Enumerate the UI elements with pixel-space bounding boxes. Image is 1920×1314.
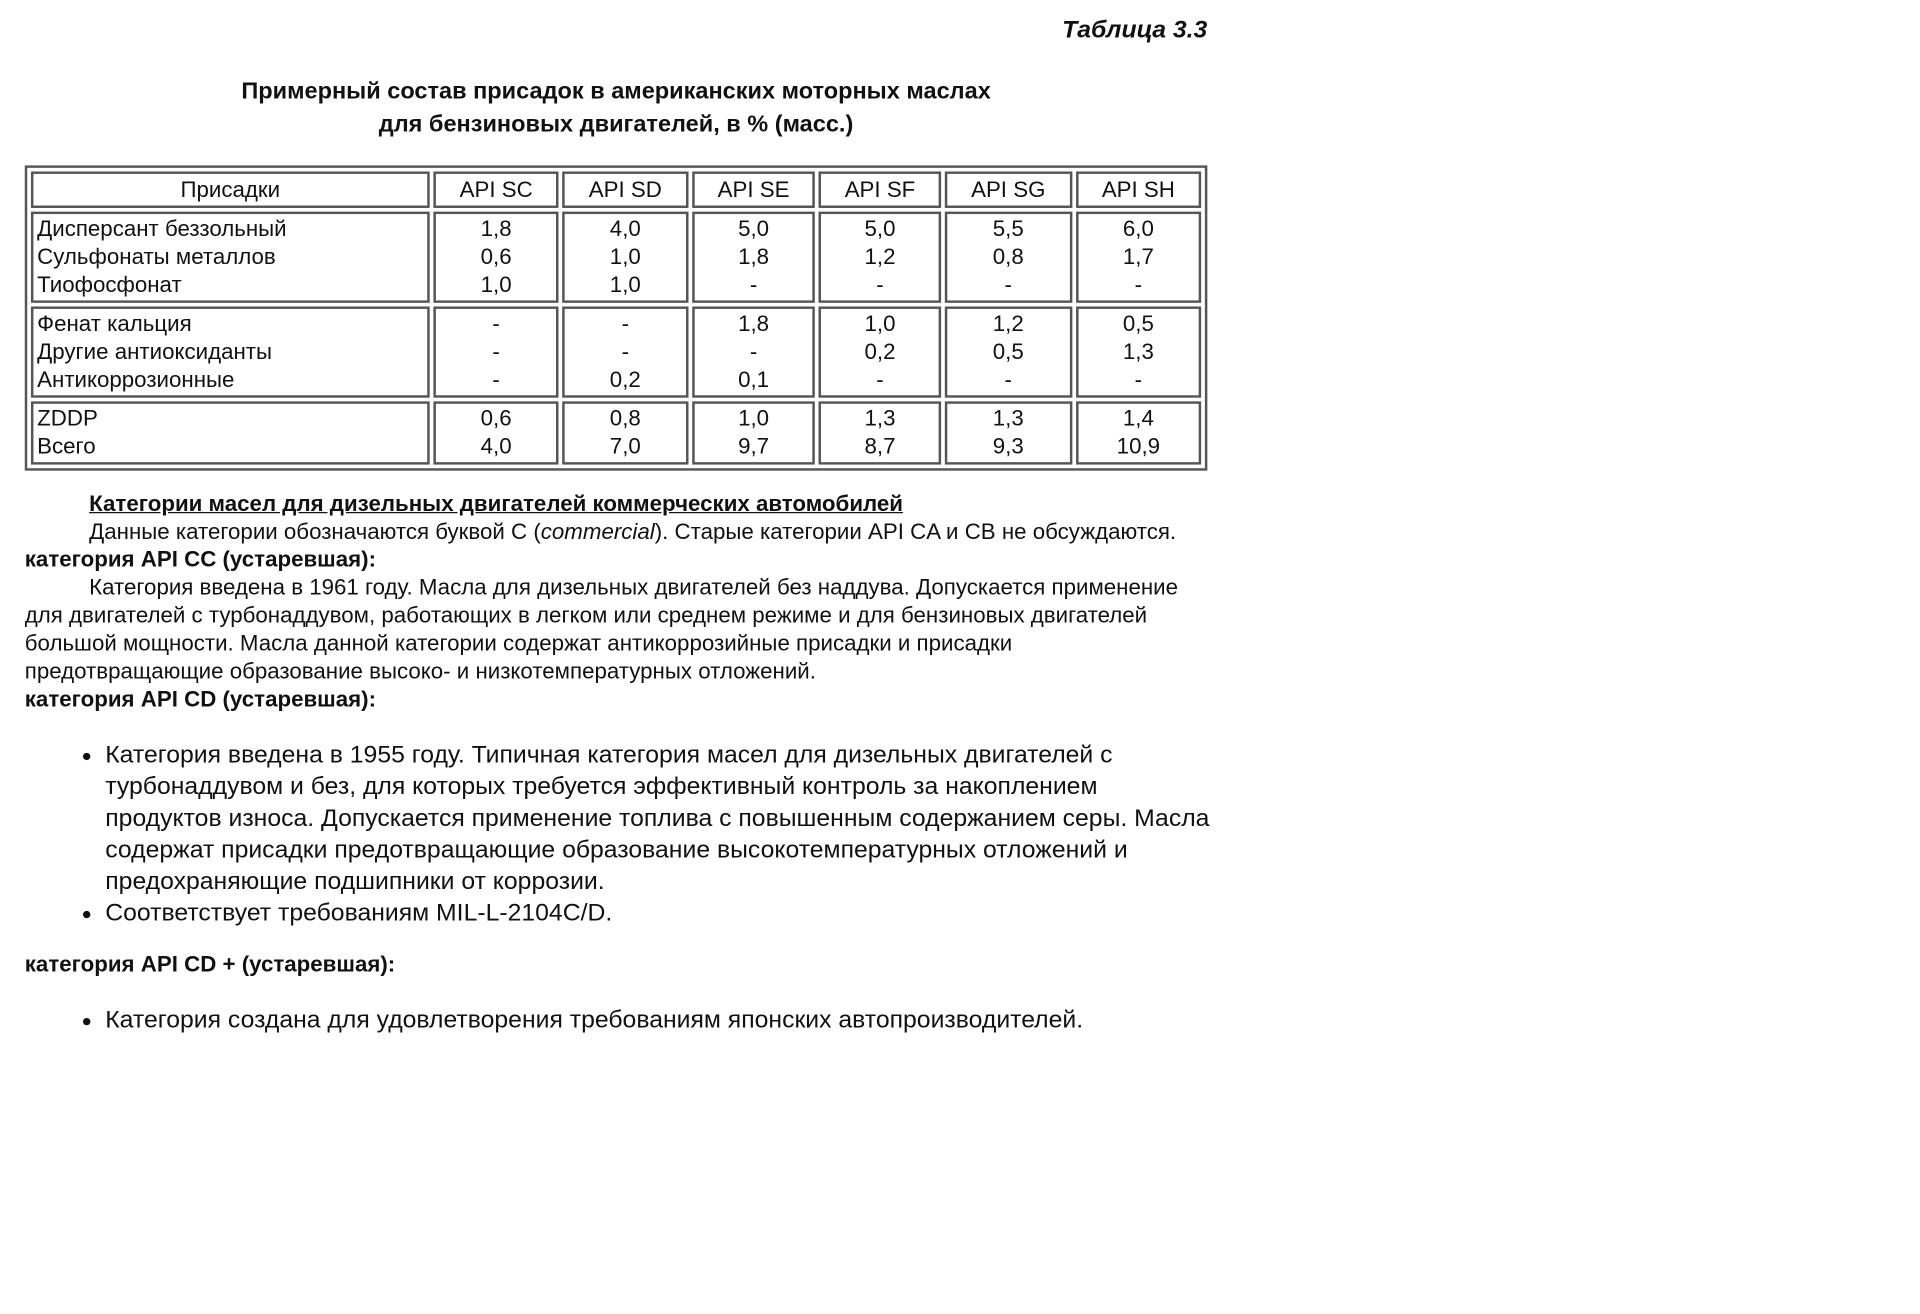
table-value: 1,4 — [1122, 406, 1154, 431]
value-cell-api-sh — [1076, 401, 1202, 464]
list-item: • Категория создана для удовлетворения требованиям японских автопроизводителей. — [105, 1005, 1213, 1037]
value-cell-api-sf — [819, 306, 941, 397]
table-value: - — [621, 339, 630, 364]
table-value: 0,6 — [480, 244, 512, 269]
additive-names-cell — [31, 212, 430, 303]
additive-names-cell — [31, 306, 430, 397]
additive-name: Всего — [37, 434, 96, 459]
table-value: 8,7 — [864, 434, 896, 459]
header-api-se: API SE — [692, 171, 816, 207]
category-heading-api-cd: категория API CD (устаревшая): — [24, 687, 376, 712]
table-value: - — [1004, 367, 1012, 392]
table-value: 0,6 — [480, 406, 512, 431]
section-intro — [25, 518, 1214, 546]
table-value: - — [1004, 272, 1012, 297]
value-cell-api-sg — [945, 212, 1072, 303]
additive-name: Тиофосфонат — [37, 272, 182, 297]
header-api-sd: API SD — [563, 171, 688, 207]
table-value: - — [621, 311, 630, 336]
category-heading-api-cd-plus: категория API CD + (устаревшая): — [24, 952, 396, 977]
list-item: • Категория введена в 1955 году. Типичная категория масел для дизельных двигателей с турбонаддувом и без, для которых требуется эффективный контроль за накоплением продуктов износа. Допускается применение топлива с повышенным содержанием серы. Масла содержат присадки предотвращающие образование высокотемпературных отложений и предохраняющие подшипники от коррозии. — [105, 739, 1213, 897]
intro-text-start: Данные категории обозначаются буквой C ( — [89, 519, 541, 544]
additive-names-cell — [31, 401, 430, 464]
table-value: - — [492, 339, 500, 364]
value-cell-api-sd — [563, 212, 688, 303]
header-api-sh: API SH — [1076, 171, 1202, 207]
bullet-list-api-cd-plus — [25, 1005, 1214, 1037]
table-value: 1,0 — [609, 244, 641, 269]
value-cell-api-sc — [433, 212, 558, 303]
value-cell-api-sd — [563, 306, 688, 397]
table-value: 5,0 — [864, 216, 896, 241]
table-value: 1,3 — [992, 406, 1024, 431]
table-group-row — [31, 401, 1201, 464]
table-value: - — [492, 311, 500, 336]
additive-name: Антикоррозионные — [37, 367, 235, 392]
value-cell-api-sh — [1076, 306, 1202, 397]
value-cell-api-sc — [433, 306, 558, 397]
table-value: 4,0 — [609, 216, 641, 241]
table-value: 0,8 — [609, 406, 641, 431]
table-value: - — [876, 272, 884, 297]
table-value: 0,1 — [738, 367, 770, 392]
header-api-sf: API SF — [819, 171, 941, 207]
table-value: 1,8 — [738, 311, 770, 336]
bullet-list-api-cd — [25, 739, 1214, 929]
table-value: - — [1134, 272, 1143, 297]
intro-text-end: ). Старые категории API CA и CB не обсуждаются. — [654, 519, 1177, 544]
table-value: - — [876, 367, 884, 392]
additive-name: ZDDP — [37, 406, 98, 431]
table-value: 1,3 — [864, 406, 896, 431]
table-value: 0,5 — [1122, 311, 1154, 336]
header-api-sc: API SC — [433, 171, 558, 207]
table-value: 1,2 — [864, 244, 896, 269]
table-value: 1,8 — [738, 244, 770, 269]
additive-name: Другие антиоксиданты — [37, 339, 273, 364]
table-value: 1,0 — [864, 311, 896, 336]
additive-name: Фенат кальция — [37, 311, 192, 336]
value-cell-api-se — [692, 306, 816, 397]
value-cell-api-sd — [563, 401, 688, 464]
additive-name: Дисперсант беззольный — [37, 216, 287, 241]
table-group-row — [31, 306, 1201, 397]
table-value: - — [749, 272, 758, 297]
value-cell-api-sf — [819, 401, 941, 464]
table-value: 1,3 — [1122, 339, 1154, 364]
category-heading-api-cc: категория API CC (устаревшая): — [24, 547, 376, 572]
value-cell-api-sg — [945, 306, 1072, 397]
list-item: • Соответствует требованиям MIL-L-2104C/D. — [105, 898, 1213, 930]
header-additives: Присадки — [31, 171, 430, 207]
table-value: 10,9 — [1116, 434, 1161, 459]
table-value: 0,2 — [609, 367, 641, 392]
table-value: 6,0 — [1122, 216, 1154, 241]
table-value: 9,3 — [992, 434, 1024, 459]
table-value: - — [492, 367, 500, 392]
table-value: 5,5 — [992, 216, 1024, 241]
table-value: 1,0 — [480, 272, 512, 297]
table-value: 4,0 — [480, 434, 512, 459]
additives-table — [25, 165, 1208, 470]
table-value: 0,2 — [864, 339, 896, 364]
table-value: - — [1134, 367, 1143, 392]
category-paragraph-api-cc: Категория введена в 1961 году. Масла для дизельных двигателей без наддува. Допускается применение для двигателей с турбонаддувом, работающих в легком или среднем режиме и для бензиновых двигателей большой мощности. Масла данной категории содержат антикоррозийные присадки и присадки предотвращающие образование высоко- и низкотемпературных отложений. — [24, 575, 1179, 684]
table-value: 1,0 — [738, 406, 770, 431]
section-heading: Категории масел для дизельных двигателей коммерческих автомобилей — [89, 491, 903, 516]
value-cell-api-sf — [819, 212, 941, 303]
table-group-row — [31, 212, 1201, 303]
table-header-row — [31, 171, 1201, 207]
value-cell-api-sg — [945, 401, 1072, 464]
header-api-sg: API SG — [945, 171, 1072, 207]
table-value: - — [749, 339, 758, 364]
table-number: Таблица 3.3 — [1062, 17, 1208, 44]
value-cell-api-sc — [433, 401, 558, 464]
table-title-line-1: Примерный состав присадок в американских моторных маслах — [241, 79, 991, 105]
value-cell-api-sh — [1076, 212, 1202, 303]
table-title — [25, 75, 1208, 141]
intro-italic-term: commercial — [540, 519, 655, 544]
value-cell-api-se — [692, 401, 816, 464]
table-value: 1,0 — [609, 272, 641, 297]
body-text — [25, 490, 1214, 1036]
table-value: 9,7 — [738, 434, 770, 459]
table-value: 1,7 — [1122, 244, 1154, 269]
table-value: 1,8 — [480, 216, 512, 241]
table-value: 0,8 — [992, 244, 1024, 269]
table-value: 7,0 — [609, 434, 641, 459]
table-title-line-2: для бензиновых двигателей, в % (масс.) — [378, 111, 854, 138]
table-value: 5,0 — [738, 216, 770, 241]
table-value: 1,2 — [992, 311, 1024, 336]
table-value: 0,5 — [992, 339, 1024, 364]
value-cell-api-se — [692, 212, 816, 303]
document-content — [25, 17, 1214, 1036]
additive-name: Сульфонаты металлов — [37, 244, 276, 269]
